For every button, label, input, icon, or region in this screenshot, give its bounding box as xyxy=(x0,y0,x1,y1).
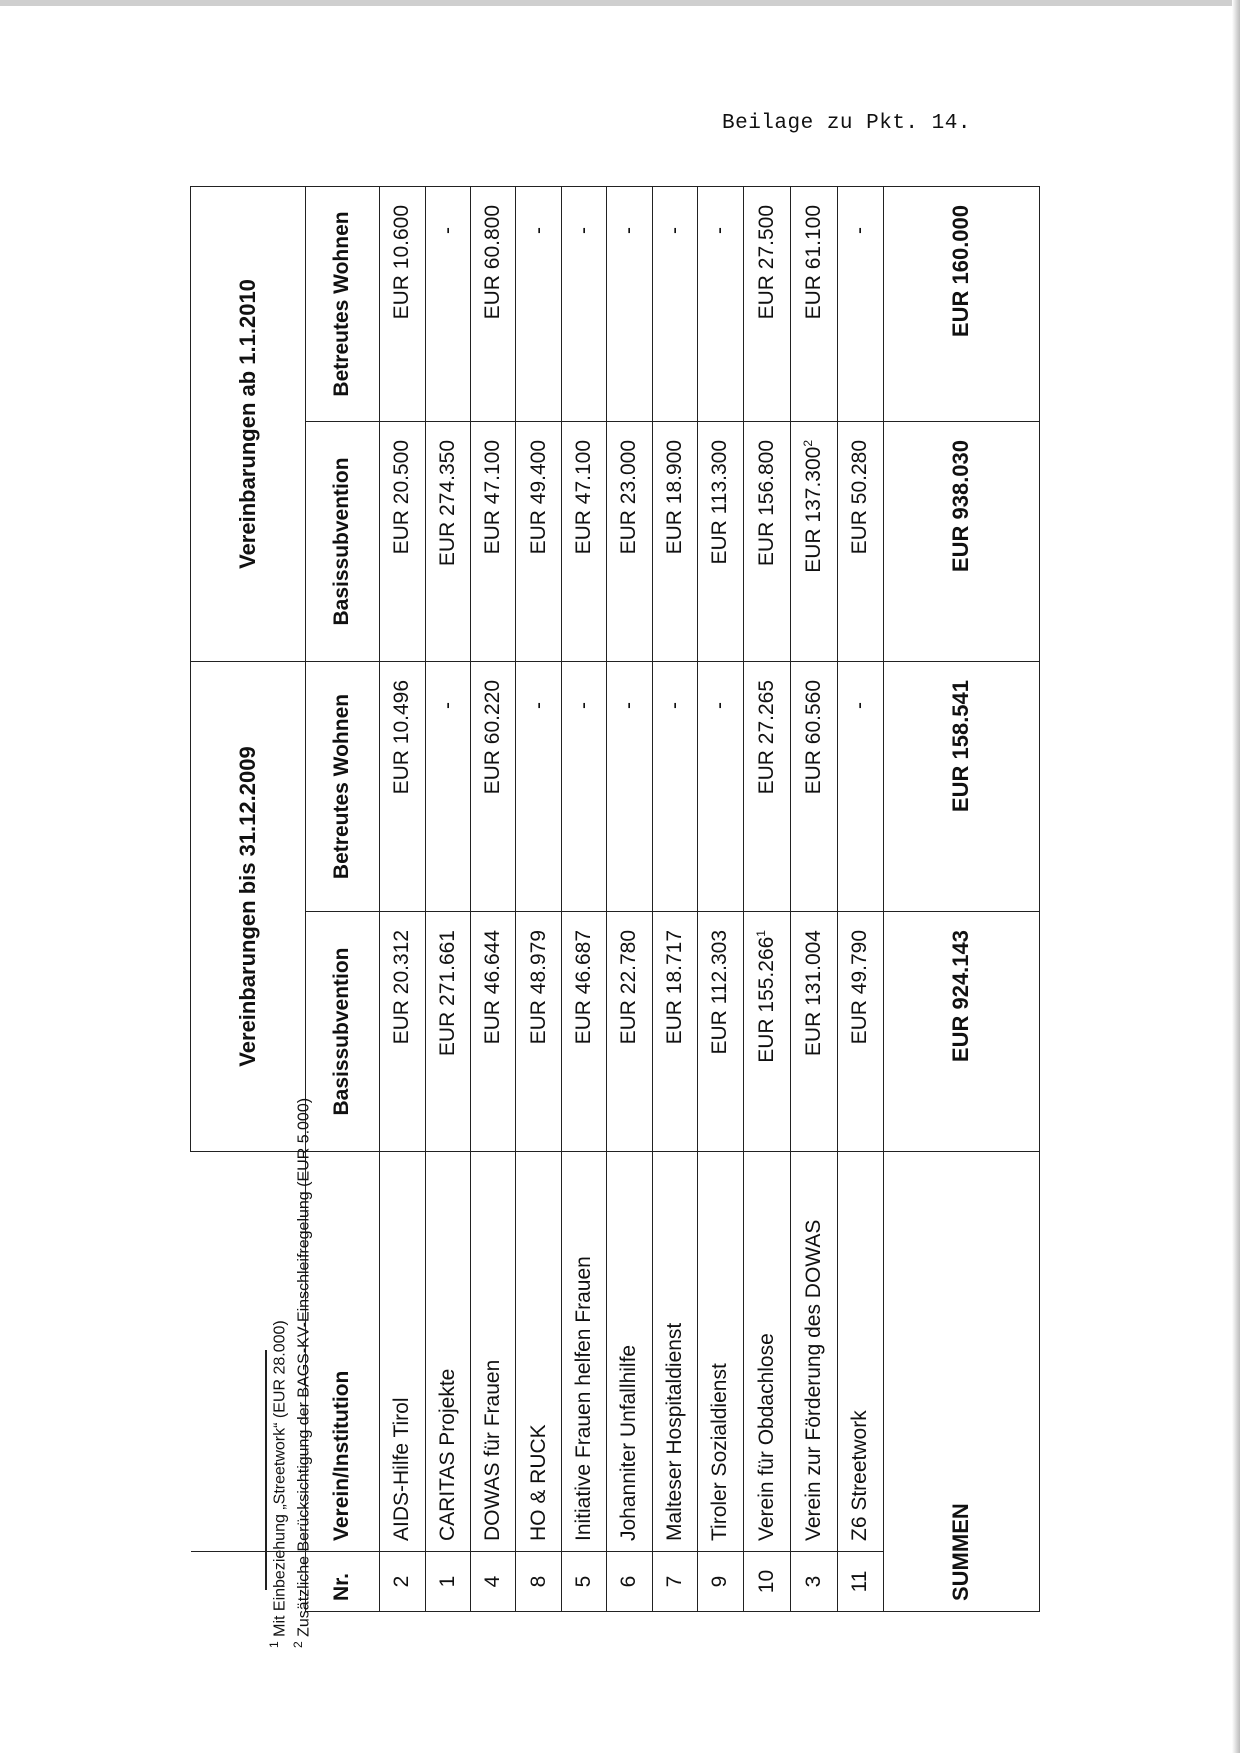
cell-text: - xyxy=(435,226,459,234)
cell-text: - xyxy=(708,701,732,709)
cell-text: - xyxy=(617,701,641,709)
row-betreut-2009 xyxy=(743,661,790,911)
summen-betreut-2010: EUR 160.000 xyxy=(883,186,1039,421)
cell-text: EUR 27.265 xyxy=(754,679,778,795)
attachment-label: Beilage zu Pkt. 14. xyxy=(722,112,971,135)
table-row xyxy=(561,186,606,1611)
row-nr xyxy=(470,1552,515,1612)
row-name xyxy=(607,1152,652,1552)
cell-text: EUR 46.644 xyxy=(481,930,505,1045)
row-betreut-2010 xyxy=(743,186,790,421)
cell-text: - xyxy=(848,701,872,709)
cell-text: EUR 112.303 xyxy=(708,930,732,1055)
cell-text: - xyxy=(617,226,641,234)
col-header-basis-2010: Basissubvention xyxy=(305,421,380,661)
row-basis-2010 xyxy=(561,421,606,661)
row-name xyxy=(380,1152,425,1552)
row-name xyxy=(743,1152,790,1552)
cell-text: EUR 156.800 xyxy=(754,439,778,567)
cell-text: 4 xyxy=(481,1575,505,1588)
cell-text: EUR 10.600 xyxy=(390,204,414,320)
cell-text: 11 xyxy=(848,1570,872,1593)
cell-text: EUR 131.004 xyxy=(801,930,825,1057)
row-betreut-2009 xyxy=(561,661,606,911)
row-name xyxy=(425,1152,470,1552)
cell-text: EUR 18.717 xyxy=(662,930,686,1045)
table-row xyxy=(743,186,790,1611)
row-nr xyxy=(838,1552,884,1612)
scan-edge-right xyxy=(1232,0,1240,1753)
table-row xyxy=(425,186,470,1611)
funding-table-rotated xyxy=(190,187,1040,1612)
cell-text: - xyxy=(526,226,550,234)
cell-text: AIDS-Hilfe Tirol xyxy=(390,1397,414,1541)
cell-text: HO & RUCK xyxy=(526,1424,550,1541)
cell-text: Johanniter Unfallhilfe xyxy=(617,1344,641,1541)
table-row xyxy=(790,186,837,1611)
cell-text: EUR 50.280 xyxy=(848,439,872,555)
table-row xyxy=(698,186,743,1611)
row-betreut-2009 xyxy=(425,661,470,911)
cell-text: 10 xyxy=(754,1569,778,1594)
cell-text: 9 xyxy=(708,1575,732,1588)
row-betreut-2009 xyxy=(652,661,697,911)
row-betreut-2009 xyxy=(470,661,515,911)
cell-text: EUR 49.790 xyxy=(848,930,872,1045)
cell-text: EUR 23.000 xyxy=(617,439,641,555)
table-row xyxy=(652,186,697,1611)
row-basis-2010 xyxy=(790,421,837,661)
col-header-nr: Nr. xyxy=(305,1552,380,1612)
row-basis-2009 xyxy=(698,912,743,1152)
row-basis-2009 xyxy=(607,912,652,1152)
row-basis-2009 xyxy=(561,912,606,1152)
cell-text: - xyxy=(662,701,686,709)
cell-text: EUR 155.266 xyxy=(755,936,779,1063)
cell-text: EUR 60.800 xyxy=(481,204,505,320)
row-nr xyxy=(561,1552,606,1612)
row-basis-2009 xyxy=(838,912,884,1152)
row-basis-2009 xyxy=(380,912,425,1152)
row-basis-2010 xyxy=(425,421,470,661)
cell-text: EUR 47.100 xyxy=(481,439,505,555)
row-betreut-2009 xyxy=(380,661,425,911)
col-header-betreut-2009: Betreutes Wohnen xyxy=(305,661,380,911)
row-betreut-2009 xyxy=(698,661,743,911)
row-betreut-2009 xyxy=(838,661,884,911)
table-row xyxy=(380,186,425,1611)
row-name xyxy=(790,1152,837,1552)
cell-text: 1 xyxy=(435,1575,459,1588)
footnote-2 xyxy=(289,948,313,1648)
row-betreut-2010 xyxy=(607,186,652,421)
col-header-basis-2009: Basissubvention xyxy=(305,912,380,1152)
cell-text: - xyxy=(848,226,872,234)
cell-text: - xyxy=(708,226,732,234)
row-basis-2010 xyxy=(380,421,425,661)
cell-text: CARITAS Projekte xyxy=(435,1368,459,1541)
cell-text: EUR 46.687 xyxy=(572,930,596,1045)
row-name xyxy=(561,1152,606,1552)
row-basis-2009 xyxy=(425,912,470,1152)
cell-text: 3 xyxy=(801,1575,825,1588)
group-header-2009: Vereinbarungen bis 31.12.2009 xyxy=(191,661,306,1151)
cell-text: EUR 20.500 xyxy=(390,439,414,555)
row-basis-2009 xyxy=(743,912,790,1152)
row-name xyxy=(470,1152,515,1552)
cell-text: EUR 47.100 xyxy=(572,439,596,555)
cell-text: EUR 274.350 xyxy=(435,439,459,567)
row-basis-2010 xyxy=(743,421,790,661)
cell-text: EUR 18.900 xyxy=(662,439,686,555)
row-name xyxy=(698,1152,743,1552)
cell-text: Initiative Frauen helfen Frauen xyxy=(572,1256,596,1541)
cell-text: 7 xyxy=(662,1575,686,1588)
row-nr xyxy=(743,1552,790,1612)
summen-label: SUMMEN xyxy=(883,1152,1039,1612)
cell-text: Malteser Hospitaldienst xyxy=(662,1322,686,1541)
row-name xyxy=(652,1152,697,1552)
funding-table xyxy=(190,186,1040,1612)
cell-text: EUR 27.500 xyxy=(754,204,778,320)
row-nr xyxy=(698,1552,743,1612)
cell-text: EUR 137.300 xyxy=(802,446,826,573)
summen-basis-2010: EUR 938.030 xyxy=(883,421,1039,661)
row-betreut-2010 xyxy=(790,186,837,421)
cell-text: EUR 60.560 xyxy=(801,679,825,795)
cell-text: 2 xyxy=(390,1575,414,1588)
cell-text: Verein zur Förderung des DOWAS xyxy=(801,1219,825,1541)
summen-basis-2009: EUR 924.143 xyxy=(883,912,1039,1152)
cell-text: - xyxy=(572,701,596,709)
row-betreut-2010 xyxy=(425,186,470,421)
row-basis-2010 xyxy=(698,421,743,661)
cell-text: - xyxy=(435,701,459,709)
footnote-ref: 1 xyxy=(754,930,769,937)
row-basis-2010 xyxy=(607,421,652,661)
row-name xyxy=(516,1152,561,1552)
cell-text: EUR 49.400 xyxy=(526,439,550,555)
cell-text: 5 xyxy=(572,1575,596,1588)
footnotes xyxy=(265,948,314,1648)
row-basis-2009 xyxy=(516,912,561,1152)
row-nr xyxy=(425,1552,470,1612)
row-basis-2010 xyxy=(470,421,515,661)
cell-text: 6 xyxy=(617,1575,641,1588)
row-basis-2010 xyxy=(838,421,884,661)
footnote-mark: 1 xyxy=(267,1641,281,1648)
row-nr xyxy=(516,1552,561,1612)
footnote-ref: 2 xyxy=(801,439,816,447)
row-betreut-2010 xyxy=(561,186,606,421)
row-basis-2009 xyxy=(470,912,515,1152)
footnote-mark: 2 xyxy=(291,1641,306,1648)
col-header-verein: Verein/Institution xyxy=(305,1152,380,1552)
row-basis-2009 xyxy=(790,912,837,1152)
cell-text: - xyxy=(662,226,686,234)
row-betreut-2010 xyxy=(652,186,697,421)
group-header-2010: Vereinbarungen ab 1.1.2010 xyxy=(191,186,306,661)
table-row xyxy=(838,186,884,1611)
cell-text: - xyxy=(572,226,596,234)
row-name xyxy=(838,1152,884,1552)
row-betreut-2010 xyxy=(698,186,743,421)
footnote-1 xyxy=(265,948,289,1648)
row-nr xyxy=(652,1552,697,1612)
cell-text: EUR 10.496 xyxy=(390,679,414,795)
summen-row xyxy=(883,186,1039,1611)
cell-text: 8 xyxy=(526,1575,550,1588)
cell-text: EUR 113.300 xyxy=(708,439,732,565)
row-betreut-2010 xyxy=(516,186,561,421)
row-betreut-2010 xyxy=(470,186,515,421)
footnote-text: Mit Einbeziehung „Streetwork“ (EUR 28.000) xyxy=(271,1320,289,1637)
row-betreut-2009 xyxy=(607,661,652,911)
cell-text: DOWAS für Frauen xyxy=(481,1359,505,1541)
cell-text: Tiroler Sozialdienst xyxy=(708,1363,732,1541)
summen-betreut-2009: EUR 158.541 xyxy=(883,661,1039,911)
cell-text: Z6 Streetwork xyxy=(848,1410,872,1541)
row-nr xyxy=(380,1552,425,1612)
cell-text: EUR 60.220 xyxy=(481,679,505,795)
cell-text: EUR 22.780 xyxy=(617,930,641,1045)
row-betreut-2010 xyxy=(380,186,425,421)
table-row xyxy=(607,186,652,1611)
scan-edge xyxy=(0,0,1240,6)
row-basis-2010 xyxy=(652,421,697,661)
col-header-betreut-2010: Betreutes Wohnen xyxy=(305,186,380,421)
cell-text: EUR 61.100 xyxy=(801,204,825,320)
table-row xyxy=(516,186,561,1611)
cell-text: Verein für Obdachlose xyxy=(754,1333,778,1541)
cell-text: EUR 48.979 xyxy=(526,930,550,1045)
cell-text: EUR 20.312 xyxy=(390,930,414,1045)
footnote-text: Zusätzliche Berücksichtigung der BAGS-KV-Einschleifregelung (EUR 5.000) xyxy=(295,1097,313,1637)
row-betreut-2010 xyxy=(838,186,884,421)
row-basis-2010 xyxy=(516,421,561,661)
table-row xyxy=(470,186,515,1611)
row-betreut-2009 xyxy=(516,661,561,911)
cell-text: - xyxy=(526,701,550,709)
row-basis-2009 xyxy=(652,912,697,1152)
cell-text: EUR 271.661 xyxy=(435,930,459,1057)
row-nr xyxy=(790,1552,837,1612)
row-nr xyxy=(607,1552,652,1612)
row-betreut-2009 xyxy=(790,661,837,911)
